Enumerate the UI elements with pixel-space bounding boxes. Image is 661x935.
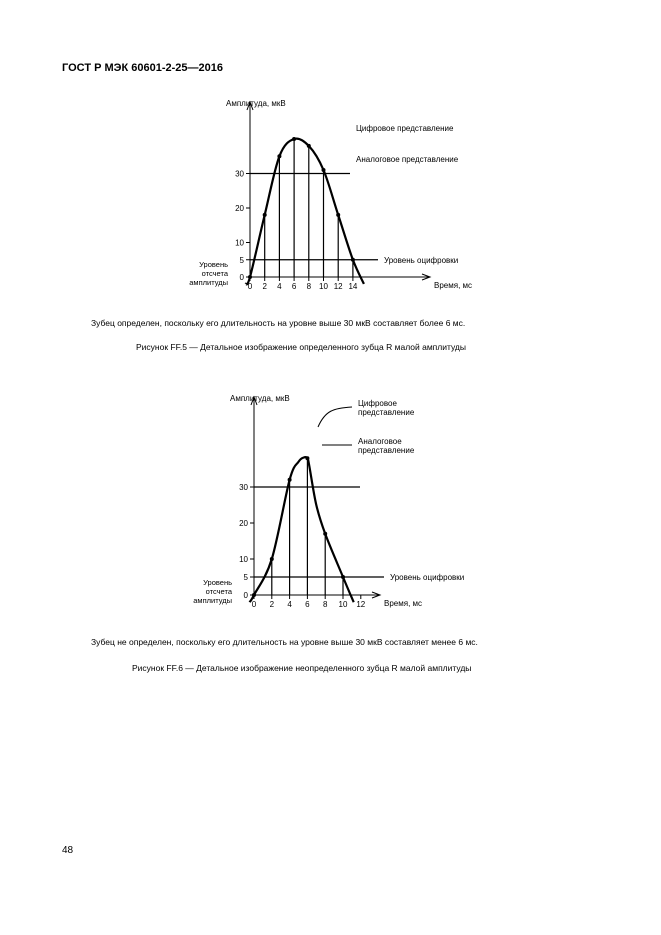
y-axis-label: Амплитуда, мкВ [230, 394, 290, 403]
legend-label: представление [358, 408, 415, 417]
amplitude-reference-label: амплитуды [193, 596, 232, 605]
legend-label: Аналоговое представление [356, 155, 459, 164]
y-tick-label: 5 [243, 573, 248, 582]
figure-ff6-chart [0, 385, 661, 617]
x-tick-label: 8 [306, 282, 312, 291]
figure-ff6-note: Зубец не определен, поскольку его длительность на уровне выше 30 мкВ составляет менее 6 мс. [91, 637, 478, 647]
y-tick-label: 10 [235, 238, 244, 248]
amplitude-reference-label: отсчета [201, 269, 228, 278]
x-tick-label: 0 [251, 600, 257, 609]
x-tick-label: 4 [287, 600, 292, 609]
amplitude-reference-label: Уровень [203, 578, 232, 587]
digitization-level-label: Уровень оцифровки [384, 255, 459, 265]
x-axis-label: Время, мс [434, 281, 473, 290]
x-tick-label: 12 [356, 600, 366, 609]
legend-label: Цифровое представление [356, 124, 454, 133]
y-tick-label: 20 [235, 204, 244, 213]
figure-ff5-chart [0, 88, 661, 303]
x-tick-label: 8 [322, 600, 328, 609]
analog-curve [250, 457, 354, 602]
x-tick-label: 14 [348, 282, 358, 291]
y-tick-label: 30 [235, 169, 244, 179]
legend-label: Аналоговое [358, 437, 402, 446]
x-tick-label: 10 [338, 600, 348, 609]
y-tick-label: 0 [239, 273, 244, 282]
legend-label: представление [358, 446, 415, 455]
x-tick-label: 6 [305, 600, 310, 609]
analog-curve [246, 139, 364, 285]
y-axis-label: Амплитуда, мкВ [226, 99, 286, 108]
page-header: ГОСТ Р МЭК 60601-2-25—2016 [62, 62, 223, 74]
x-tick-label: 2 [269, 600, 275, 609]
x-tick-label: 6 [291, 282, 297, 291]
amplitude-reference-label: отсчета [205, 587, 232, 596]
y-tick-label: 30 [239, 483, 248, 492]
x-tick-label: 2 [262, 282, 267, 291]
figure-ff6-caption: Рисунок FF.6 — Детальное изображение неопределенного зубца R малой амплитуды [132, 663, 472, 673]
y-tick-label: 0 [243, 591, 248, 600]
figure-ff5-caption: Рисунок FF.5 — Детальное изображение определенного зубца R малой амплитуды [136, 342, 466, 352]
legend-label: Цифровое [358, 399, 397, 408]
figure-ff5-note: Зубец определен, поскольку его длительность на уровне выше 30 мкВ составляет более 6 мс. [91, 318, 466, 328]
amplitude-reference-label: Уровень [199, 260, 228, 269]
x-tick-label: 10 [319, 282, 328, 291]
digitization-level-label: Уровень оцифровки [390, 573, 465, 582]
x-tick-label: 0 [247, 282, 253, 291]
x-tick-label: 12 [333, 282, 343, 291]
y-tick-label: 10 [239, 555, 248, 564]
legend-leader-line [318, 407, 352, 427]
y-tick-label: 20 [239, 519, 248, 528]
x-axis-label: Время, мс [384, 599, 423, 608]
page-number: 48 [62, 845, 74, 856]
x-tick-label: 4 [277, 282, 282, 291]
amplitude-reference-label: амплитуды [189, 278, 228, 287]
y-tick-label: 5 [239, 255, 244, 265]
